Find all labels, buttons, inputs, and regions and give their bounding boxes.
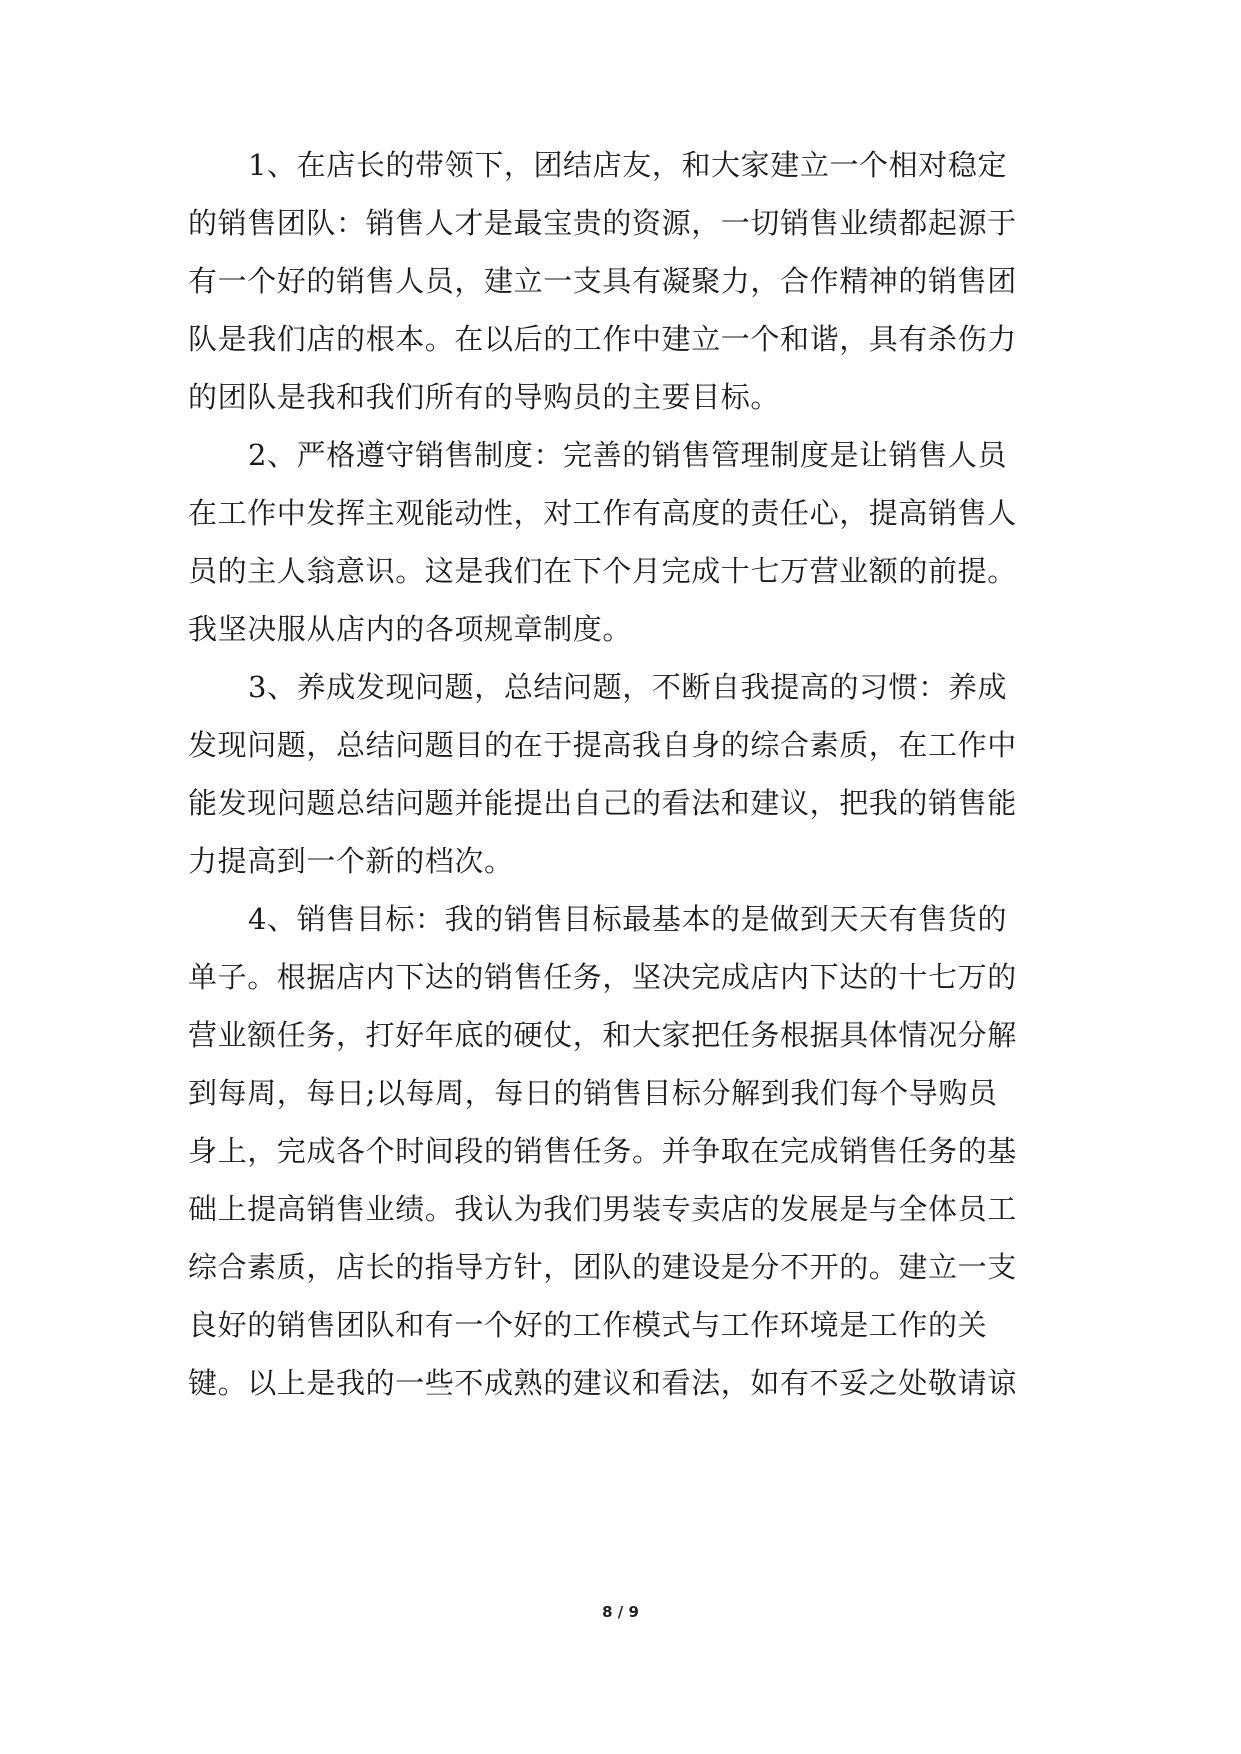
text-line: 综合素质，店长的指导方针，团队的建设是分不开的。建立一支 <box>188 1250 1017 1284</box>
text-line: 营业额任务，打好年底的硬仗，和大家把任务根据具体情况分解 <box>188 1018 1017 1052</box>
text-line: 键。以上是我的一些不成熟的建议和看法，如有不妥之处敬请谅 <box>188 1366 1017 1400</box>
text-line: 单子。根据店内下达的销售任务，坚决完成店内下达的十七万的 <box>188 960 1017 994</box>
text-line: 1、在店长的带领下，团结店友，和大家建立一个相对稳定 <box>248 148 1008 182</box>
text-line: 的团队是我和我们所有的导购员的主要目标。 <box>188 380 781 414</box>
text-line: 2、严格遵守销售制度：完善的销售管理制度是让销售人员 <box>248 438 1008 472</box>
text-line: 础上提高销售业绩。我认为我们男装专卖店的发展是与全体员工 <box>188 1192 1017 1226</box>
text-line: 4、销售目标：我的销售目标最基本的是做到天天有售货的 <box>248 902 1008 936</box>
text-line: 身上，完成各个时间段的销售任务。并争取在完成销售任务的基 <box>188 1134 1017 1168</box>
text-line: 的销售团队：销售人才是最宝贵的资源，一切销售业绩都起源于 <box>188 206 1017 240</box>
text-line: 3、养成发现问题，总结问题，不断自我提高的习惯：养成 <box>248 670 1008 704</box>
text-line: 到每周，每日;以每周，每日的销售目标分解到我们每个导购员 <box>188 1076 998 1110</box>
text-line: 发现问题，总结问题目的在于提高我自身的综合素质，在工作中 <box>188 728 1017 762</box>
text-line: 我坚决服从店内的各项规章制度。 <box>188 612 633 646</box>
text-line: 有一个好的销售人员，建立一支具有凝聚力，合作精神的销售团 <box>188 264 1017 298</box>
text-line: 员的主人翁意识。这是我们在下个月完成十七万营业额的前提。 <box>188 554 1017 588</box>
page-number: 8 / 9 <box>602 1603 639 1621</box>
text-line: 在工作中发挥主观能动性，对工作有高度的责任心，提高销售人 <box>188 496 1017 530</box>
text-line: 力提高到一个新的档次。 <box>188 844 514 878</box>
text-line: 队是我们店的根本。在以后的工作中建立一个和谐，具有杀伤力 <box>188 322 1017 356</box>
text-line: 良好的销售团队和有一个好的工作模式与工作环境是工作的关 <box>188 1308 988 1342</box>
text-line: 能发现问题总结问题并能提出自己的看法和建议，把我的销售能 <box>188 786 1017 820</box>
